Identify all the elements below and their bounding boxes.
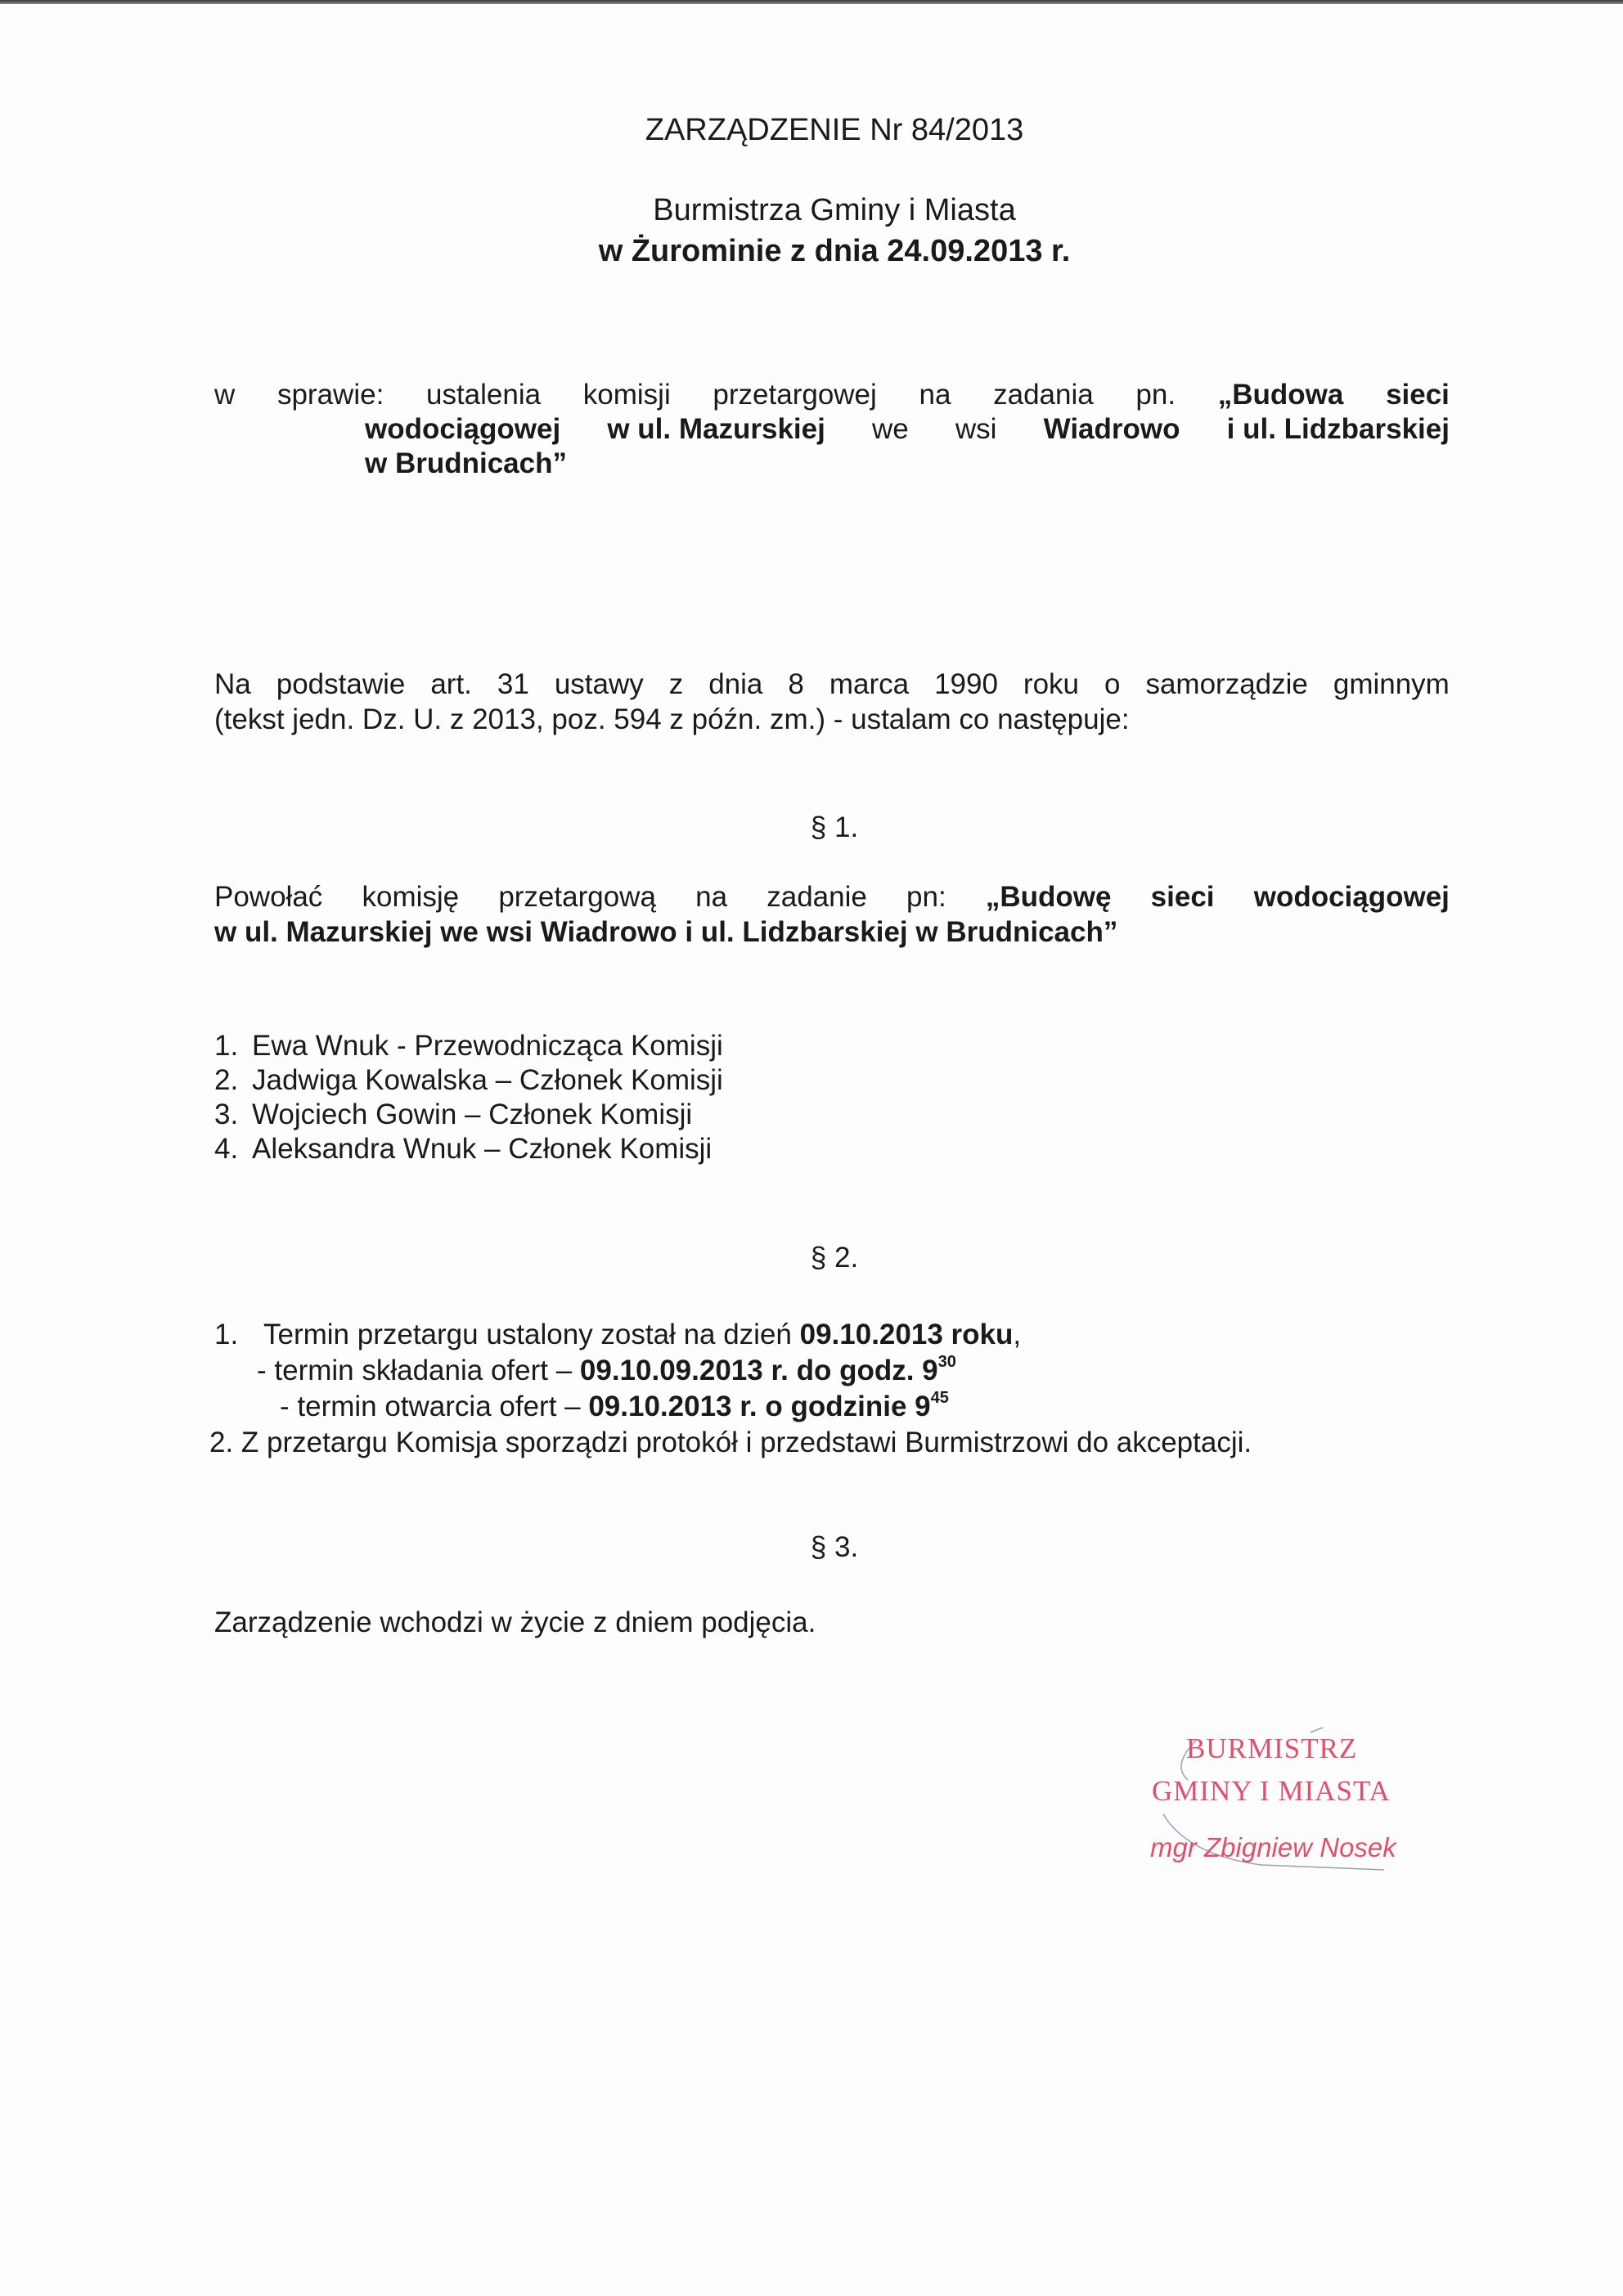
word: komisję [362,881,460,913]
word: „Budowa [1217,379,1344,411]
committee-member [214,1063,723,1098]
section-1-line-1 [214,879,1450,914]
word: 31 [497,668,529,700]
word: art. [430,668,472,700]
subject-line-1 [214,378,1450,412]
tender-date: 09.10.2013 roku [799,1319,1014,1350]
word: roku [1023,668,1080,700]
word: 1990 [934,668,998,700]
word: gminnym [1333,668,1450,700]
scan-top-edge [0,0,1623,4]
subject-line-3 [214,447,1450,481]
word: ustalenia [425,379,542,411]
word: wsi [955,413,997,445]
section-2-item-1-number: 1. [214,1319,239,1350]
word: podstawie [276,668,406,700]
member-name-role: Aleksandra Wnuk – Członek Komisji [252,1133,713,1165]
mayor-stamp [1139,1732,1433,1862]
offer-submission-label: - termin składania ofert – [257,1355,580,1386]
word: pn: [906,881,946,913]
subject-line-2 [214,412,1450,447]
member-number: 1. [214,1030,239,1062]
signature-name: mgr Zbigniew Nosek [1150,1832,1396,1862]
word: i ul. Lidzbarskiej [1226,413,1450,445]
subject-line-3-text: w Brudnicach” [365,447,567,479]
section-2-item-2: 2. Z przetargu Komisja sporządzi protokół i przedstawi Burmistrzowi do akceptacji. [209,1427,1252,1458]
section-1-line-2-text: w ul. Mazurskiej we wsi Wiadrowo i ul. Lidzbarskiej w Brudnicach” [214,916,1118,948]
offer-submission-minutes: 30 [937,1353,956,1371]
member-name-role: Ewa Wnuk - Przewodnicząca Komisji [252,1030,723,1062]
word: komisji [582,379,671,411]
subject-block [214,378,1450,481]
member-number: 4. [214,1133,239,1165]
member-name-role: Wojciech Gowin – Członek Komisji [252,1099,693,1130]
word: „Budowę [985,881,1112,913]
legal-basis-line-1 [214,667,1450,702]
word: ustawy [554,668,644,700]
word: sieci [1150,881,1215,913]
committee-member [214,1132,723,1166]
word: sieci [1386,379,1450,411]
issuer-line-2: w Żurominie z dnia 24.09.2013 r. [598,234,1071,268]
document-title: ZARZĄDZENIE Nr 84/2013 [645,113,1024,147]
legal-basis-line-2 [214,702,1450,737]
section-3-mark: § 3. [810,1531,859,1563]
word: na [919,379,951,411]
word: przetargowej [713,379,877,411]
offer-opening-label: - termin otwarcia ofert – [280,1391,589,1422]
word: 8 [788,668,804,700]
committee-member [214,1029,723,1063]
word: w [214,379,236,411]
word: na [695,881,728,913]
word: Wiadrowo [1043,413,1180,445]
offer-opening-date: 09.10.2013 r. o godzinie 9 [588,1391,931,1422]
issuer-line-1: Burmistrza Gminy i Miasta [653,193,1016,227]
word: w ul. Mazurskiej [607,413,825,445]
word: wodociągowej [365,413,561,445]
section-1-line-2 [214,914,1450,950]
word: samorządzie [1145,668,1308,700]
word: dnia [708,668,763,700]
word: Powołać [214,881,323,913]
member-number: 3. [214,1099,239,1130]
section-2-item-1-end: , [1013,1319,1022,1350]
section-1-mark: § 1. [810,811,859,843]
legal-basis [214,667,1450,737]
word: przetargową [498,881,656,913]
word: we [871,413,909,445]
stamp-title-line-1: BURMISTRZ [1186,1732,1358,1764]
word: zadanie [767,881,867,913]
word: zadania [993,379,1094,411]
section-3-text: Zarządzenie wchodzi w życie z dniem podjęcia. [214,1606,816,1638]
legal-basis-line-2-text: (tekst jedn. Dz. U. z 2013, poz. 594 z późn. zm.) - ustalam co następuje: [214,703,1130,735]
word: pn. [1135,379,1176,411]
stamp-title-line-2: GMINY I MIASTA [1152,1775,1391,1807]
section-2-mark: § 2. [810,1242,859,1274]
section-2-body [209,1317,1252,1461]
offer-submission-deadline [214,1353,1252,1389]
word: wodociągowej [1253,881,1450,913]
word: Na [214,668,251,700]
offer-opening-time [214,1389,1252,1425]
member-name-role: Jadwiga Kowalska – Członek Komisji [252,1064,723,1096]
word: sprawie: [276,379,384,411]
section-2-item-1 [214,1317,1252,1353]
word: z [668,668,684,700]
member-number: 2. [214,1064,239,1096]
section-2-item-1-text: Termin przetargu ustalony został na dzień [263,1319,800,1350]
word: marca [829,668,910,700]
section-1-text [214,879,1450,950]
committee-member [214,1098,723,1132]
offer-opening-minutes: 45 [930,1389,949,1407]
offer-submission-date: 09.10.09.2013 r. do godz. 9 [579,1355,938,1386]
committee-members-list [214,1029,723,1166]
word: o [1104,668,1121,700]
